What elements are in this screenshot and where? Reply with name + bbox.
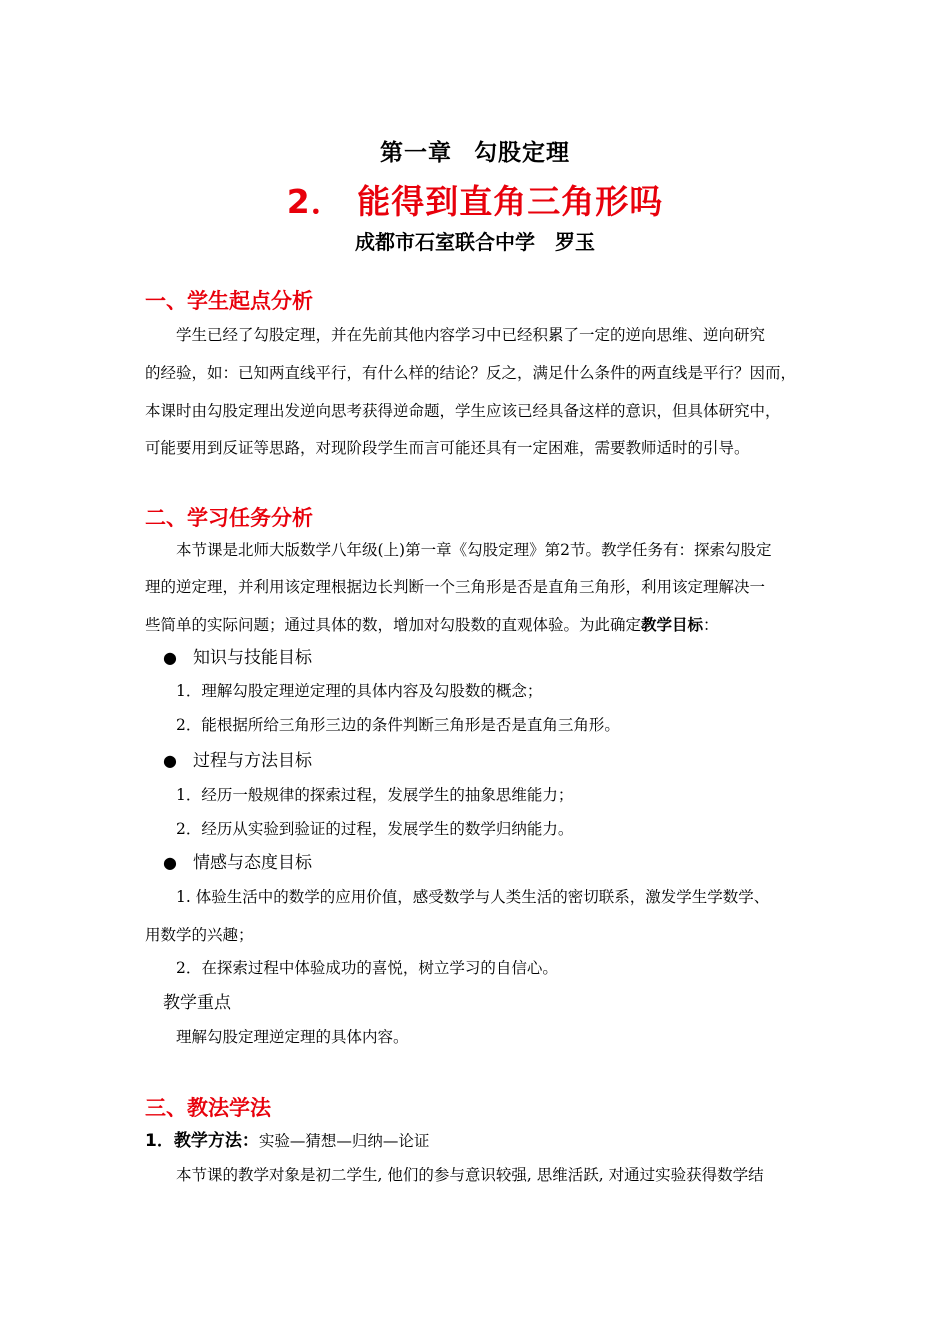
teaching-method-label: 1．教学方法： (145, 1131, 259, 1151)
goal-item: 用数学的兴趣； (145, 926, 254, 944)
goal-title-text: 情感与态度目标 (193, 853, 312, 873)
bullet-icon: ● (163, 648, 177, 667)
teaching-goal-colon: ： (703, 616, 719, 634)
goal-process-title (163, 744, 312, 778)
section2-line: 本节课是北师大版数学八年级(上)第一章《勾股定理》第2节。教学任务有：探索勾股定 (176, 541, 772, 559)
school-name: 成都市石室联合中学 (355, 230, 535, 254)
goal-item: 2．能根据所给三角形三边的条件判断三角形是否是直角三角形。 (176, 716, 620, 734)
goal-item: 2．在探索过程中体验成功的喜悦，树立学习的自信心。 (176, 959, 558, 977)
goal-item: 1．经历一般规律的探索过程，发展学生的抽象思维能力； (176, 786, 574, 804)
section2-line (145, 608, 810, 642)
author-name: 罗玉 (555, 230, 595, 254)
section1-line: 本课时由勾股定理出发逆向思考获得逆命题，学生应该已经具备这样的意识，但具体研究中， (145, 402, 781, 420)
teaching-method (145, 1124, 429, 1158)
chapter-title (0, 134, 950, 167)
section2-line: 理的逆定理，并利用该定理根据边长判断一个三角形是否是直角三角形，利用该定理解决一 (145, 578, 766, 596)
goal-item: 1．理解勾股定理逆定理的具体内容及勾股数的概念； (176, 682, 543, 700)
section1-line: 可能要用到反证等思路，对现阶段学生而言可能还具有一定困难，需要教师适时的引导。 (145, 439, 750, 457)
chapter-label: 第一章 (380, 140, 452, 166)
goal-item: 1. 体验生活中的数学的应用价值，感受数学与人类生活的密切联系，激发学生学数学、 (176, 888, 770, 906)
section1-line: 的经验，如：已知两直线平行，有什么样的结论？反之，满足什么条件的两直线是平行？因而， (145, 364, 797, 382)
goal-emotion-title (163, 846, 312, 880)
goal-title-text: 知识与技能目标 (193, 648, 312, 668)
author-line (0, 226, 950, 255)
lesson-title: 2． 能得到直角三角形吗 (286, 182, 664, 221)
goal-knowledge-title (163, 641, 312, 675)
chapter-name: 勾股定理 (474, 140, 570, 166)
section2-heading: 二、学习任务分析 (145, 506, 313, 530)
teaching-goal-label: 教学目标 (641, 616, 704, 634)
section1-heading: 一、学生起点分析 (145, 289, 313, 313)
teaching-method-value: 实验—猜想—归纳—论证 (258, 1132, 430, 1150)
key-point-title: 教学重点 (163, 993, 231, 1013)
goal-title-text: 过程与方法目标 (193, 751, 312, 771)
section3-heading: 三、教法学法 (145, 1096, 271, 1120)
bullet-icon: ● (163, 751, 177, 770)
goal-item: 2．经历从实验到验证的过程，发展学生的数学归纳能力。 (176, 820, 574, 838)
section3-line: 本节课的教学对象是初二学生, 他们的参与意识较强, 思维活跃, 对通过实验获得数学结 (176, 1166, 764, 1184)
section2-line-text: 些简单的实际问题；通过具体的数，增加对勾股数的直观体验。为此确定 (145, 616, 642, 634)
bullet-icon: ● (163, 853, 177, 872)
section1-line: 学生已经了勾股定理，并在先前其他内容学习中已经积累了一定的逆向思维、逆向研究 (176, 326, 766, 344)
key-point-text: 理解勾股定理逆定理的具体内容。 (176, 1028, 409, 1046)
